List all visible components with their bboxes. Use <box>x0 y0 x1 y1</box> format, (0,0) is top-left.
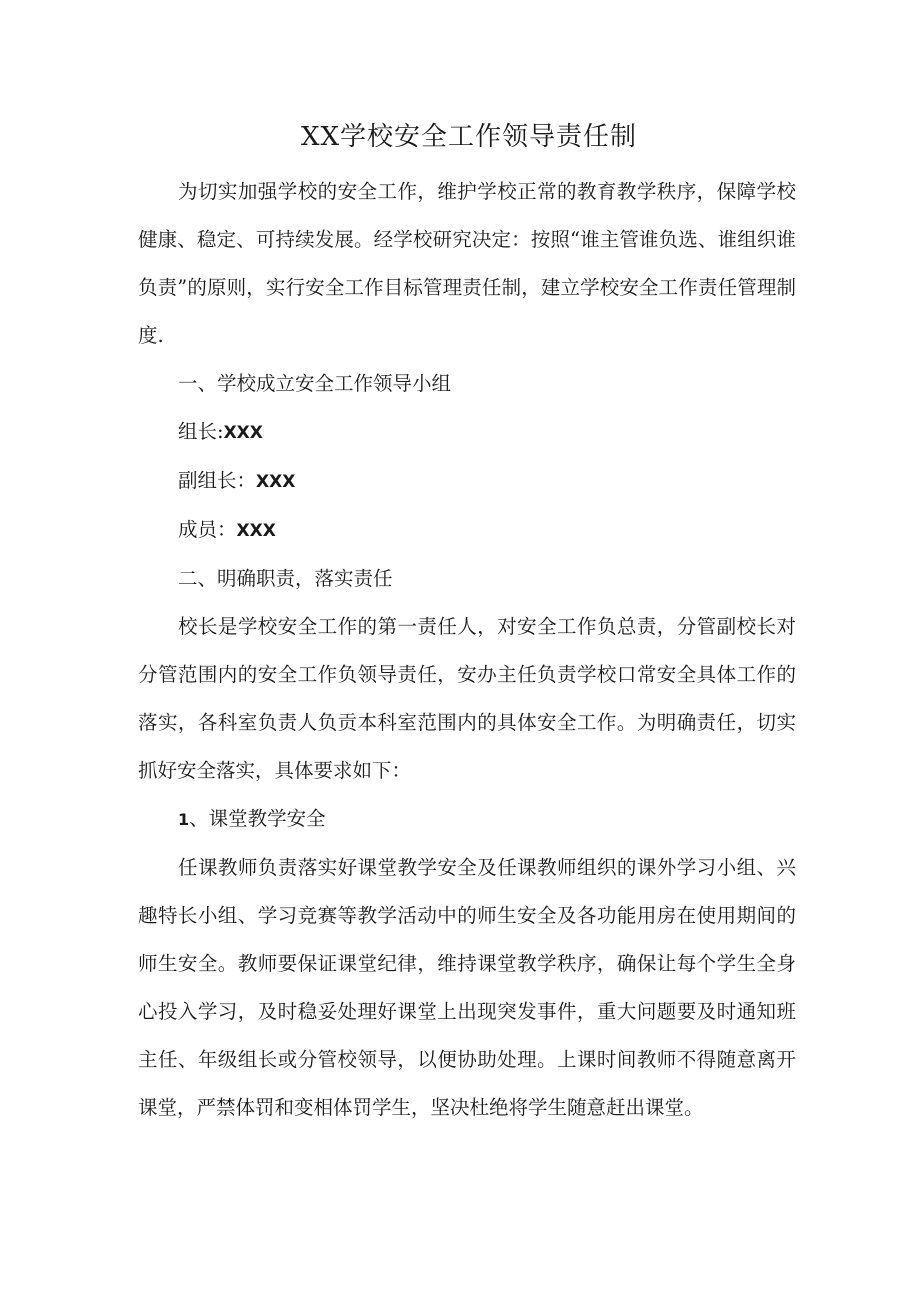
deputy-value: XXX <box>256 472 296 492</box>
item1-heading: 、课堂教学安全 <box>189 807 326 830</box>
section1-heading: 一、学校成立安全工作领导小组 <box>178 372 452 395</box>
leader-line <box>138 408 796 457</box>
section2-heading: 二、明确职责，落实责任 <box>178 567 393 590</box>
section2-paragraph: 校长是学校安全工作的第一责任人，对安全工作负总责，分管副校长对分管范围内的安全工作负领导责任，安办主任负责学校口常安全具体工作的落实，各科室负责人负贡本科室范围内的具体安全工作。为明确责任，切实抓好安全落实，具体要求如下： <box>138 615 796 782</box>
members-label: 成员： <box>178 518 237 541</box>
item1-number: 1 <box>178 810 190 829</box>
intro-paragraph: 为切实加强学校的安全工作，维护学校正常的教育教学秩序，保障学校健康、稳定、可持续发展。经学校研究决定：按照“谁主管谁负选、谁组织谁负责”的原则，实行安全工作目标管理责任制，建立学校安全工作责任管理制度. <box>138 180 796 347</box>
deputy-line <box>138 457 796 506</box>
item1-paragraph: 任课教师负责落实好课堂教学安全及任课教师组织的课外学习小组、兴趣特长小组、学习竞赛等教学活动中的师生安全及各功能用房在使用期间的师生安全。教师要保证课堂纪律，维持课堂教学秩序，确保让每个学生全身心投入学习，及时稳妥处理好课堂上出现突发事件，重大问题要及时通知班主任、年级组长或分管校领导，以便协助处理。上课时间教师不得随意离开课堂，严禁体罚和变相体罚学生，坚决杜绝将学生随意赶出课堂。 <box>138 856 796 1119</box>
item1-heading-line <box>138 795 796 844</box>
document-title: XX学校安全工作领导责任制 <box>300 122 638 152</box>
leader-value: XXX <box>223 423 263 443</box>
deputy-label: 副组长： <box>178 469 257 492</box>
members-line <box>138 506 796 555</box>
leader-label: 组长: <box>178 420 224 443</box>
members-value: XXX <box>236 521 276 541</box>
